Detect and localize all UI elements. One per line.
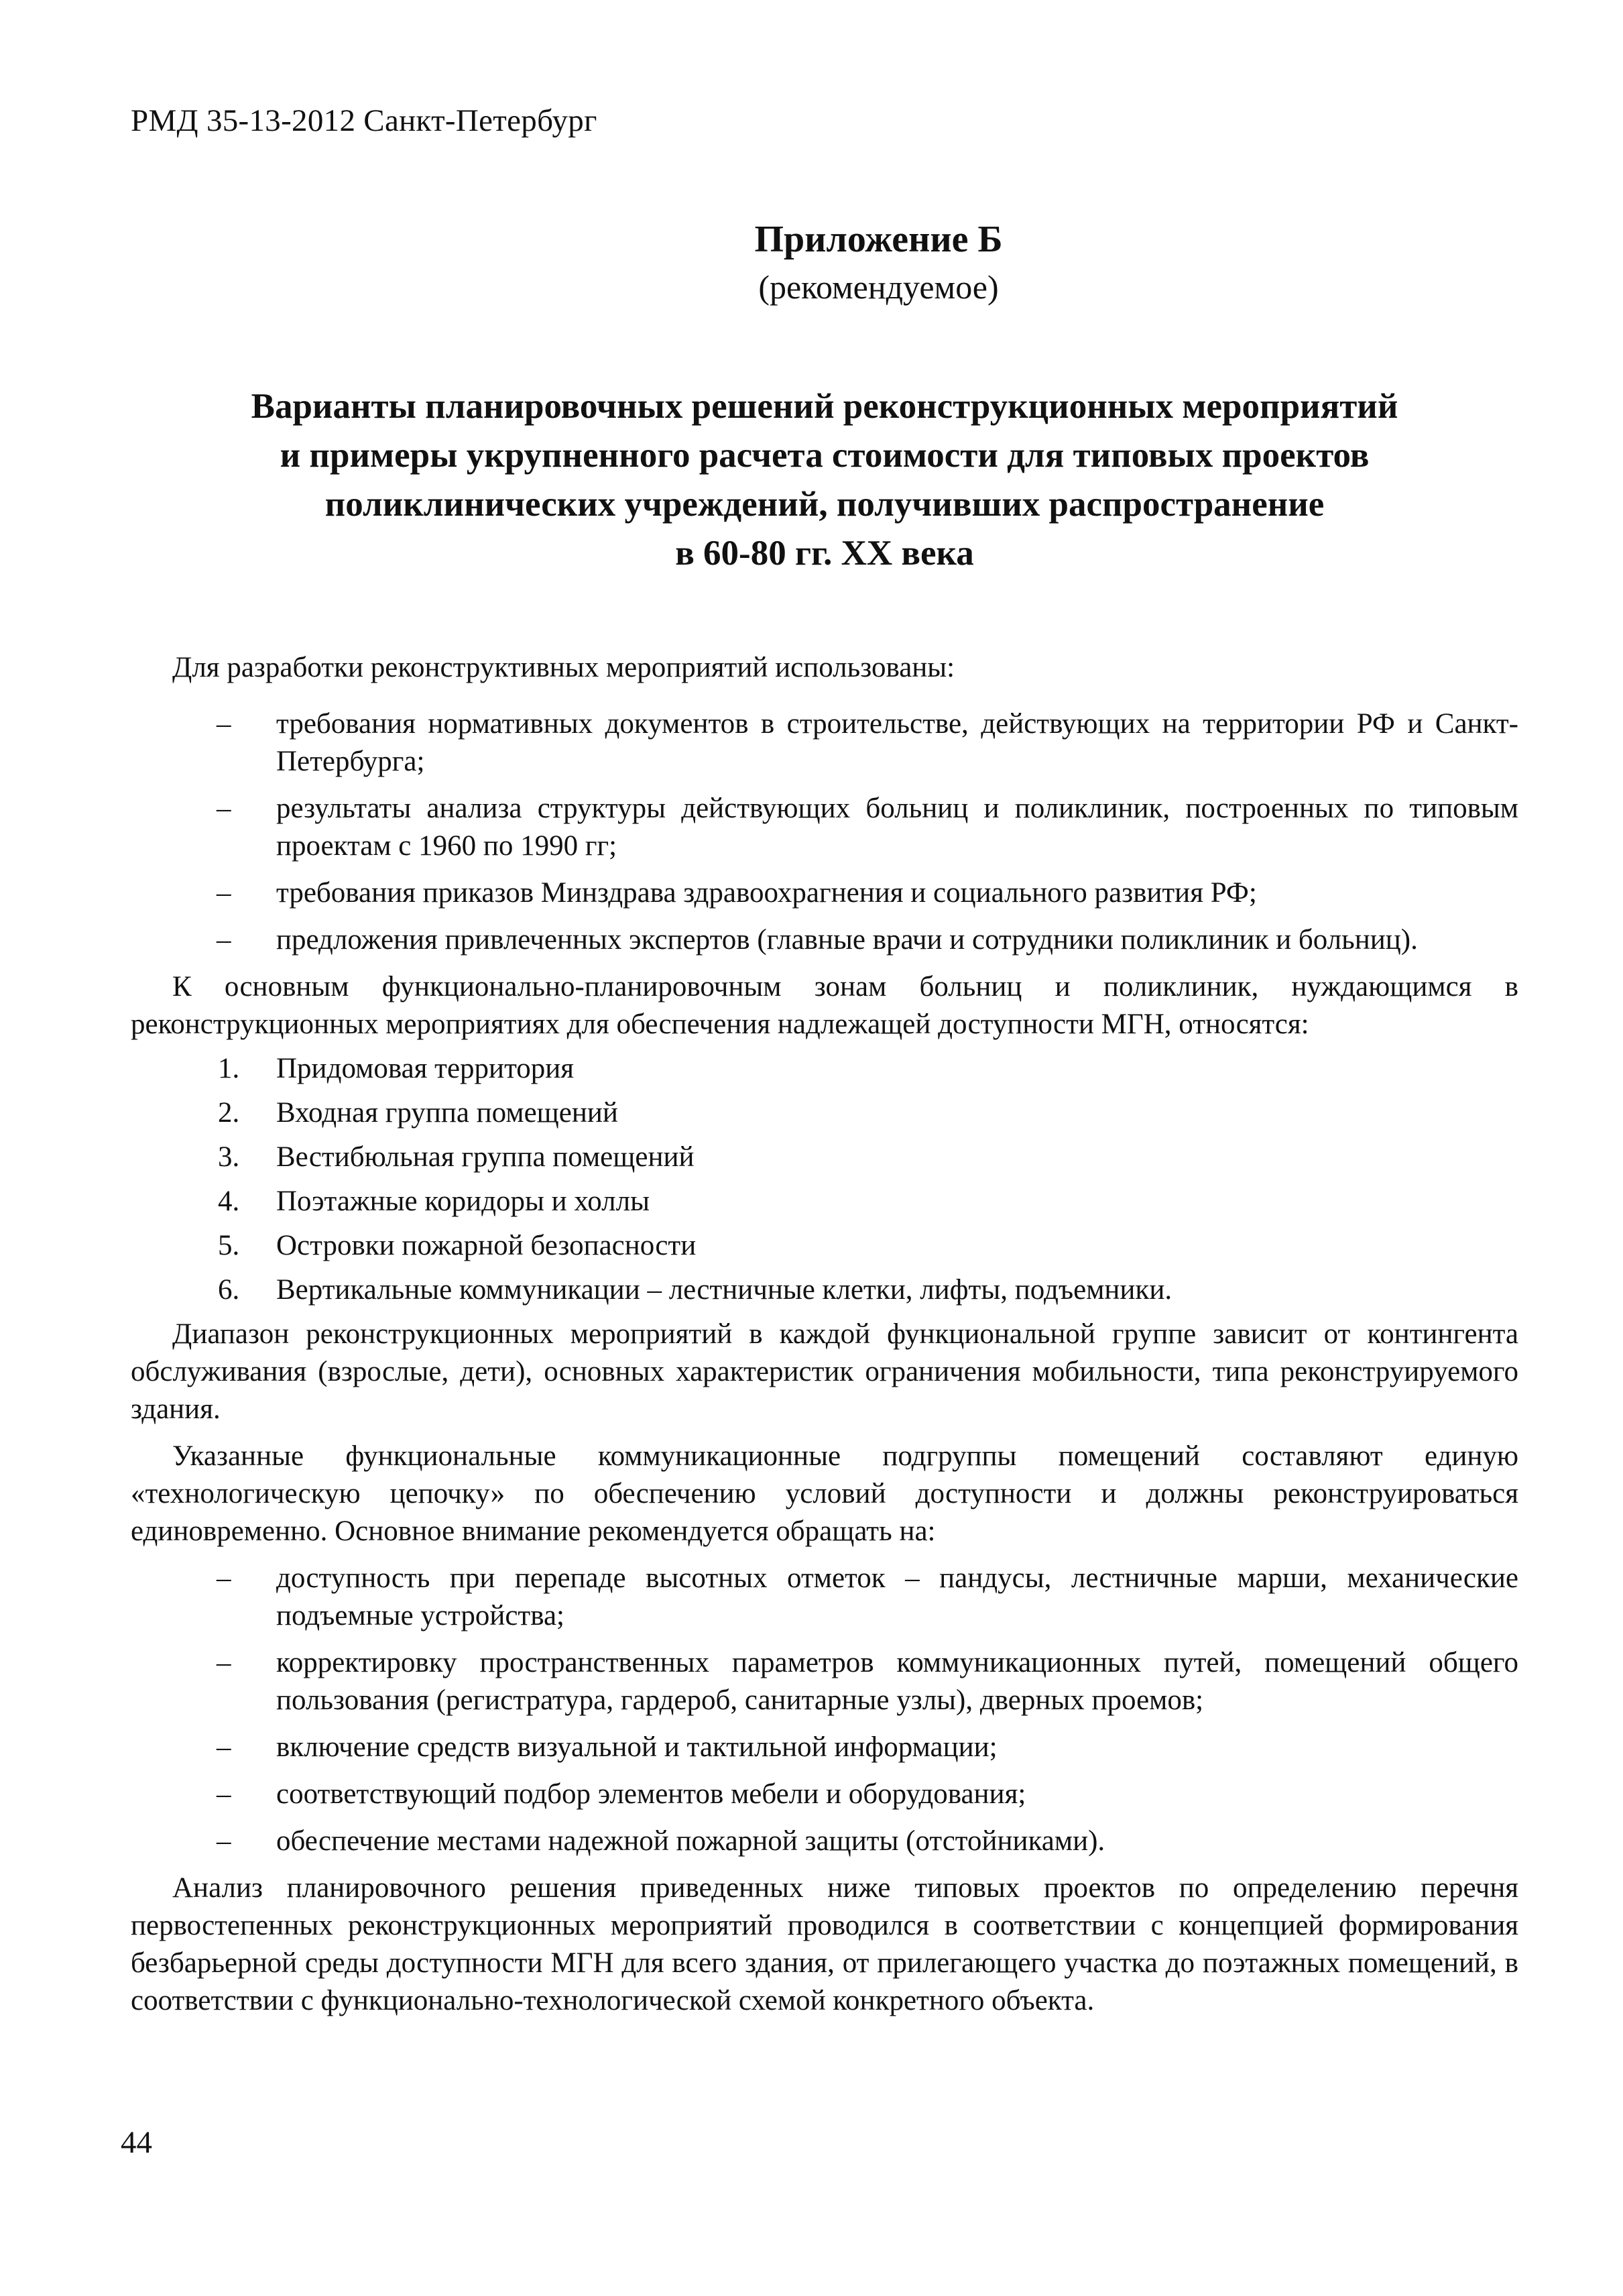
list-item: [131, 1560, 1518, 1635]
main-title: [134, 382, 1515, 578]
list-item-text: Поэтажные коридоры и холлы: [276, 1186, 650, 1217]
list-item: [131, 1823, 1518, 1860]
list-item-text: включение средств визуальной и тактильной информации;: [276, 1731, 998, 1763]
list-item-text: доступность при перепаде высотных отметок – пандусы, лестничные марши, механические подъемные устройства;: [276, 1562, 1518, 1631]
list-item-text: Островки пожарной безопасности: [276, 1230, 697, 1261]
list-item-text: Вертикальные коммуникации – лестничные клетки, лифты, подъемники.: [276, 1274, 1173, 1306]
dash-marker: –: [217, 1778, 231, 1810]
item-number: 2.: [218, 1097, 240, 1129]
list-item: [131, 1094, 1518, 1132]
list-item-text: соответствующий подбор элементов мебели и оборудования;: [276, 1778, 1026, 1810]
list-item: [131, 1139, 1518, 1176]
list-item: [131, 1227, 1518, 1265]
dash-marker: –: [217, 1647, 231, 1678]
list-item: [131, 705, 1518, 781]
main-title-line: поликлинических учреждений, получивших распространение: [324, 485, 1325, 524]
item-number: 1.: [218, 1053, 240, 1084]
appendix-subtitle: (рекомендуемое): [758, 268, 999, 306]
analysis-paragraph: Анализ планировочного решения приведенных ниже типовых проектов по определению перечня первостепенных реконструкционных мероприятий проводился в соответствии с концепцией формирования безбарьерной среды доступности МГН для всего здания, от прилегающего участка до поэтажных помещений, в соответствии с функционально-технологической схемой конкретного объекта.: [131, 1872, 1518, 2016]
list-item-text: обеспечение местами надежной пожарной защиты (отстойниками).: [276, 1825, 1105, 1857]
list-item-text: Входная группа помещений: [276, 1097, 618, 1129]
item-number: 3.: [218, 1141, 240, 1173]
page-number: 44: [121, 2125, 152, 2160]
appendix-title: Приложение Б: [754, 219, 1003, 260]
item-number: 6.: [218, 1274, 240, 1306]
zones-intro-paragraph: К основным функционально-планировочным зонам больниц и поликлиник, нуждающимся в реконструкционных мероприятиях для обеспечения надлежащей доступности МГН, относятся:: [131, 971, 1518, 1040]
dash-marker: –: [217, 1825, 231, 1857]
list-item-text: корректировку пространственных параметров коммуникационных путей, помещений общего пользования (регистратура, гардероб, санитарные узлы), дверных проемов;: [276, 1647, 1518, 1716]
dash-marker: –: [217, 708, 231, 740]
list-item: [131, 1271, 1518, 1309]
list-item: [131, 1729, 1518, 1766]
list-item: [131, 790, 1518, 865]
item-number: 5.: [218, 1230, 240, 1261]
list-item: [131, 921, 1518, 959]
list-item: [131, 1776, 1518, 1813]
dash-marker: –: [217, 924, 231, 956]
list-item-text: предложения привлеченных экспертов (главные врачи и сотрудники поликлиник и больниц).: [276, 924, 1418, 956]
focus-list: [131, 1560, 1518, 1860]
list-item-text: требования нормативных документов в строительстве, действующих на территории РФ и Санкт-Петербурга;: [276, 708, 1518, 777]
sources-list: [131, 705, 1518, 959]
list-item-text: Придомовая территория: [276, 1053, 575, 1084]
item-number: 4.: [218, 1186, 240, 1217]
list-item: [131, 1644, 1518, 1719]
dash-marker: –: [217, 1562, 231, 1594]
dash-marker: –: [217, 877, 231, 909]
list-item: [131, 1183, 1518, 1220]
list-item-text: Вестибюльная группа помещений: [276, 1141, 695, 1173]
list-item-text: результаты анализа структуры действующих больниц и поликлиник, построенных по типовым проектам с 1960 по 1990 гг;: [276, 793, 1518, 862]
list-item-text: требования приказов Минздрава здравоохрагнения и социального развития РФ;: [276, 877, 1257, 909]
dash-marker: –: [217, 1731, 231, 1763]
main-title-line: Варианты планировочных решений реконструкционных мероприятий: [251, 387, 1398, 426]
list-item: [131, 1050, 1518, 1088]
main-title-line: в 60-80 гг. XX века: [675, 534, 974, 573]
body-text: [131, 649, 1518, 2020]
intro-paragraph: Для разработки реконструктивных мероприятий использованы:: [172, 652, 955, 683]
range-paragraph: Диапазон реконструкционных мероприятий в каждой функциональной группе зависит от контингента обслуживания (взрослые, дети), основных характеристик ограничения мобильности, типа реконструируемого здания.: [131, 1318, 1518, 1425]
chain-paragraph: Указанные функциональные коммуникационные подгруппы помещений составляют единую «технологическую цепочку» по обеспечению условий доступности и должны реконструироваться единовременно. Основное внимание рекомендуется обращать на:: [131, 1440, 1518, 1547]
dash-marker: –: [217, 793, 231, 824]
list-item: [131, 874, 1518, 912]
main-title-line: и примеры укрупненного расчета стоимости для типовых проектов: [280, 436, 1370, 475]
document-reference: РМД 35-13-2012 Санкт-Петербург: [131, 103, 597, 138]
zones-list: [131, 1050, 1518, 1309]
